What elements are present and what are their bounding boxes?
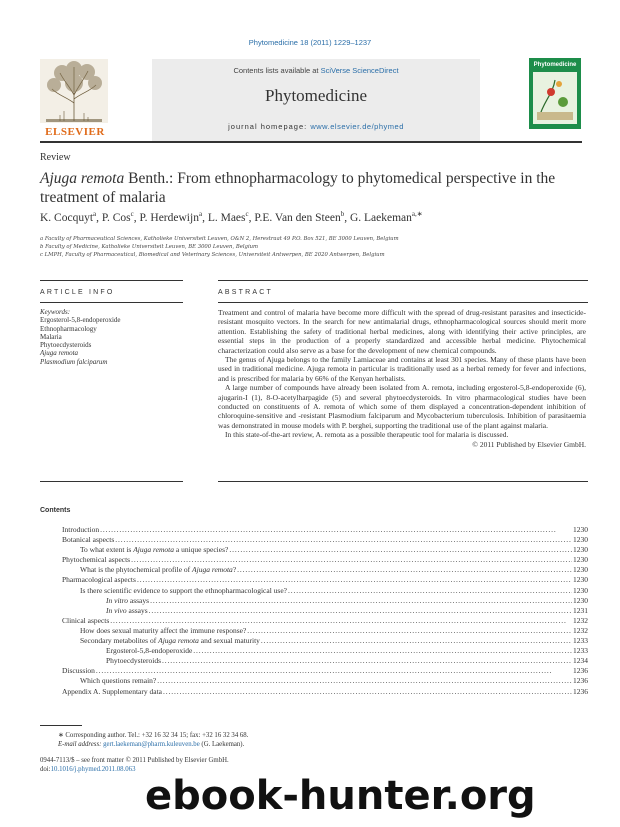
doi-prefix: doi: bbox=[40, 766, 51, 773]
affiliation-a: a Faculty of Pharmaceutical Sciences, Katholieke Universiteit Leuven, O&N 2, Herestraat 49 P.O. Box 521, BE 3000 Leuven, Belgium bbox=[40, 236, 399, 242]
toc-entry-label: Phytochemical aspects bbox=[62, 555, 131, 565]
toc-page-number: 1236 bbox=[573, 686, 588, 696]
toc-entry[interactable] bbox=[40, 646, 588, 656]
toc-leader-dots bbox=[247, 626, 572, 636]
toc-entry-label: What is the phytochemical profile of Ajuga remota? bbox=[80, 565, 237, 575]
toc-page-number: 1233 bbox=[573, 646, 588, 656]
toc-page-number: 1232 bbox=[573, 625, 588, 635]
email-link[interactable]: gert.laekeman@pharm.kuleuven.be bbox=[103, 741, 200, 748]
abstract-paragraph: Treatment and control of malaria have become more difficult with the spread of drug-resistant parasites and insecticide-resistant mosquito vectors. In the search for new antimalarial drugs, ethnopharmacological sources should merit more attention. Establishing the safety of traditional herbal medicines, along with identifying their active principles, are essential steps in the production of a properly standardized and accessible herbal medicine. Phytochemical characterization could also serve as a base for the development of new chemical compounds. bbox=[218, 308, 586, 355]
toc-entry[interactable] bbox=[40, 565, 588, 575]
doi-link[interactable]: 10.1016/j.phymed.2011.08.063 bbox=[50, 766, 136, 773]
abstract-heading: ABSTRACT bbox=[218, 289, 273, 296]
toc-entry-label: How does sexual maturity affect the immune response? bbox=[80, 625, 247, 635]
corresponding-author-note: ∗ Corresponding author. Tel.: +32 16 32 34 15; fax: +32 16 32 34 68. bbox=[58, 732, 249, 739]
abstract-body bbox=[218, 308, 586, 449]
toc-page-number: 1230 bbox=[573, 575, 588, 585]
author-name: K. Cocquyt bbox=[40, 211, 94, 224]
toc-entry[interactable] bbox=[40, 666, 588, 676]
cover-illustration bbox=[533, 72, 577, 124]
email-suffix: (G. Laekeman). bbox=[199, 741, 245, 748]
toc-leader-dots bbox=[96, 666, 572, 676]
toc-entry-label: In vitro assays bbox=[106, 595, 150, 605]
toc-leader-dots bbox=[229, 545, 572, 555]
toc-leader-dots bbox=[163, 687, 572, 697]
article-info-sub-rule bbox=[40, 302, 183, 303]
toc-entry-label: Ergosterol-5,8-endoperoxide bbox=[106, 646, 193, 656]
toc-leader-dots bbox=[137, 575, 572, 585]
toc-entry-label: Is there scientific evidence to support the ethnopharmacological use? bbox=[80, 585, 288, 595]
email-line bbox=[58, 741, 244, 748]
homepage-prefix: journal homepage: bbox=[228, 122, 311, 131]
toc-page-number: 1231 bbox=[573, 605, 588, 615]
keywords-block bbox=[40, 308, 121, 366]
author-list: K. Cocquyt$^a$, P. Cos$^c$, P. Herdewijn$^a$, L. Maes$^c$, P.E. Van den Steen$^b$, G. Laekeman$^{a,∗}$ bbox=[40, 210, 423, 224]
contents-prefix: Contents lists available at bbox=[233, 66, 321, 75]
toc-entry-label: To what extent is Ajuga remota a unique species? bbox=[80, 545, 229, 555]
toc-leader-dots bbox=[193, 646, 572, 656]
keyword-item: Ergosterol-5,8-endoperoxide bbox=[40, 316, 121, 325]
toc-leader-dots bbox=[288, 586, 572, 596]
title-italic-part: Ajuga remota bbox=[40, 170, 125, 187]
author-affiliation-marker: b bbox=[340, 210, 345, 218]
abstract-sub-rule bbox=[218, 302, 588, 303]
article-type: Review bbox=[40, 152, 71, 163]
table-of-contents bbox=[40, 525, 588, 697]
abstract-paragraph: A large number of compounds have already been isolated from A. remota, including ergosterol-5,8-endoperoxide (6), ajugarin-I (1), 8-O-acetylharpagide (5) and several phytoecdysteroids. In vitro pharmacological studies have been conducted on constituents of A. remota of which some of them displayed a concentration-dependent inhibition of chloroquine-sensitive and -resistant Plasmodium falciparum and Mycobacterium tuberculosis. Inhibition of parasitaemia was demonstrated in mouse models with P. berghei, supporting the traditional use of the plant against malaria. bbox=[218, 383, 586, 430]
elsevier-wordmark: ELSEVIER bbox=[45, 126, 105, 138]
keyword-item: Phytoecdysteroids bbox=[40, 341, 92, 350]
abstract-copyright: © 2011 Published by Elsevier GmbH. bbox=[472, 439, 586, 449]
toc-entry-label: In vivo assays bbox=[106, 605, 148, 615]
toc-leader-dots bbox=[237, 565, 572, 575]
issn-line: 0944-7113/$ – see front matter © 2011 Published by Elsevier GmbH. bbox=[40, 757, 229, 764]
toc-entry[interactable] bbox=[40, 626, 588, 636]
toc-page-number: 1236 bbox=[573, 666, 588, 676]
toc-entry[interactable] bbox=[40, 616, 588, 626]
toc-entry-label: Discussion bbox=[62, 666, 95, 676]
journal-citation: Phytomedicine 18 (2011) 1229–1237 bbox=[248, 38, 372, 47]
author-name: L. Maes bbox=[207, 211, 246, 224]
toc-entry-label: Which questions remain? bbox=[80, 676, 157, 686]
author-name: P. Cos bbox=[101, 211, 131, 224]
title-rest: Benth.: From ethnopharmacology to phytomedical perspective in the treatment of malaria bbox=[40, 170, 556, 206]
doi-line bbox=[40, 766, 135, 773]
keyword-item: Plasmodium falciparum bbox=[40, 357, 108, 366]
author-affiliation-marker: c bbox=[130, 210, 134, 218]
article-title bbox=[40, 169, 588, 207]
article-info-heading: ARTICLE INFO bbox=[40, 289, 115, 296]
toc-entry-label: Introduction bbox=[62, 525, 100, 534]
toc-entry-label: Botanical aspects bbox=[62, 535, 115, 545]
toc-page-number: 1234 bbox=[573, 656, 588, 666]
header-divider bbox=[40, 141, 582, 143]
toc-leader-dots bbox=[149, 606, 572, 616]
toc-entry[interactable] bbox=[40, 545, 588, 555]
cover-title: Phytomedicine bbox=[533, 62, 577, 68]
keyword-item: Ajuga remota bbox=[40, 349, 79, 358]
footnote-rule bbox=[40, 725, 82, 726]
toc-page-number: 1230 bbox=[573, 525, 588, 534]
toc-page-number: 1230 bbox=[573, 565, 588, 575]
author-affiliation-marker: a bbox=[93, 210, 97, 218]
contents-available-line bbox=[152, 66, 480, 75]
abstract-paragraph: The genus of Ajuga belongs to the family Lamiaceae and contains at least 301 species. Many of these plants have been used in traditional medicine. Ajuga remota in particular is traditionally used as a herbal remedy for fever and infections, and is prescribed for malaria by 66% of the Kenyan herbalists. bbox=[218, 355, 586, 383]
watermark-text: ebook-hunter.org bbox=[145, 773, 536, 819]
contents-heading: Contents bbox=[40, 507, 71, 514]
toc-entry[interactable] bbox=[40, 687, 588, 697]
abstract-bottom-rule bbox=[218, 481, 588, 482]
toc-entry-label: Appendix A. Supplementary data bbox=[62, 686, 162, 696]
toc-entry[interactable] bbox=[40, 555, 588, 565]
author-name: G. Laekeman bbox=[349, 211, 412, 224]
toc-page-number: 1236 bbox=[573, 676, 588, 686]
toc-page-number: 1230 bbox=[573, 555, 588, 565]
author-affiliation-marker: a,∗ bbox=[411, 210, 423, 218]
toc-page-number: 1230 bbox=[573, 585, 588, 595]
toc-leader-dots bbox=[261, 636, 572, 646]
toc-entry[interactable] bbox=[40, 535, 588, 545]
toc-entry[interactable] bbox=[40, 575, 588, 585]
toc-leader-dots bbox=[115, 535, 572, 545]
email-label: E-mail address: bbox=[58, 741, 104, 748]
toc-page-number: 1233 bbox=[573, 636, 588, 646]
keywords-label: Keywords: bbox=[40, 308, 71, 316]
toc-entry[interactable] bbox=[40, 525, 588, 535]
toc-leader-dots bbox=[110, 616, 572, 626]
toc-entry-label: Phytoecdysteroids bbox=[106, 656, 161, 666]
abstract-top-rule bbox=[218, 280, 588, 281]
toc-leader-dots bbox=[150, 596, 572, 606]
article-info-top-rule bbox=[40, 280, 183, 281]
abstract-paragraph: In this state-of-the-art review, A. remota as a possible therapeutic tool for malaria is discussed. bbox=[225, 430, 509, 440]
author-name: P.E. Van den Steen bbox=[254, 211, 341, 224]
toc-entry[interactable] bbox=[40, 606, 588, 616]
toc-entry-label: Clinical aspects bbox=[62, 615, 110, 625]
journal-cover-image bbox=[529, 58, 581, 129]
toc-page-number: 1232 bbox=[573, 615, 588, 625]
toc-page-number: 1230 bbox=[573, 595, 588, 605]
author-name: P. Herdewijn bbox=[139, 211, 199, 224]
toc-entry[interactable] bbox=[40, 656, 588, 666]
toc-leader-dots bbox=[100, 525, 572, 535]
affiliation-c: c LMPH, Faculty of Pharmaceutical, Biomedical and Veterinary Sciences, Universiteit Antwerpen, BE 2020 Antwerpen, Belgium bbox=[40, 252, 385, 258]
journal-title: Phytomedicine bbox=[265, 86, 367, 105]
keyword-item: Malaria bbox=[40, 332, 62, 341]
author-affiliation-marker: a bbox=[198, 210, 203, 218]
sciencedirect-link[interactable]: SciVerse ScienceDirect bbox=[320, 66, 399, 75]
toc-leader-dots bbox=[131, 555, 572, 565]
homepage-link[interactable]: www.elsevier.de/phymed bbox=[310, 122, 404, 131]
keyword-item: Ethnopharmacology bbox=[40, 324, 97, 333]
article-info-bottom-rule bbox=[40, 481, 183, 482]
author-affiliation-marker: c bbox=[245, 210, 249, 218]
toc-leader-dots bbox=[162, 656, 572, 666]
toc-page-number: 1230 bbox=[573, 545, 588, 555]
toc-leader-dots bbox=[157, 676, 572, 686]
toc-entry[interactable] bbox=[40, 636, 588, 646]
affiliation-b: b Faculty of Medicine, Katholieke Universiteit Leuven, BE 3000 Leuven, Belgium bbox=[40, 244, 259, 250]
toc-entry-label: Secondary metabolites of Ajuga remota and sexual maturity bbox=[80, 636, 260, 646]
toc-page-number: 1230 bbox=[573, 535, 588, 545]
toc-entry[interactable] bbox=[40, 596, 588, 606]
journal-homepage bbox=[152, 122, 480, 131]
toc-entry-label: Pharmacological aspects bbox=[62, 575, 136, 585]
toc-entry[interactable] bbox=[40, 676, 588, 686]
toc-entry[interactable] bbox=[40, 586, 588, 596]
